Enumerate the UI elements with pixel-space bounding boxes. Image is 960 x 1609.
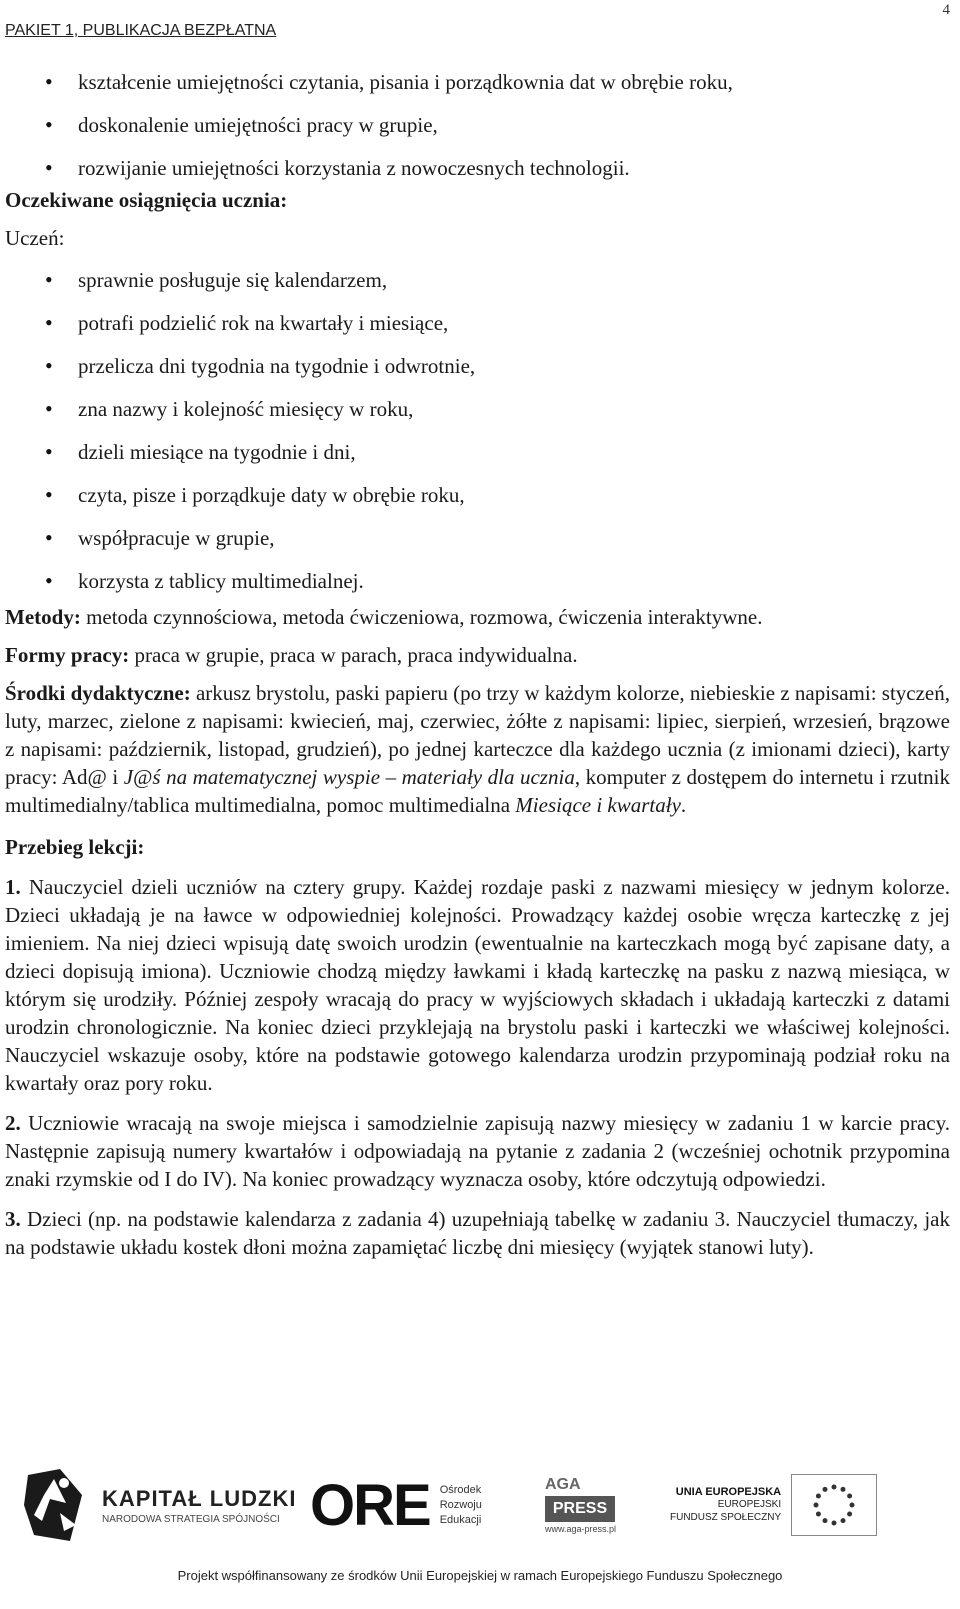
ue-title: UNIA EUROPEJSKA	[675, 1486, 782, 1498]
methods-text: metoda czynnościowa, metoda ćwiczeniowa, rozmowa, ćwiczenia interaktywne.	[80, 605, 763, 629]
aga-press-logo	[545, 1460, 616, 1550]
step-text: Dzieci (np. na podstawie kalendarza z zadania 4) uzupełniają tabelkę w zadaniu 3. Nauczyciel tłumaczy, jak na podstawie układu kostek dłoni można zapamiętać liczbę dni miesięcy (wyjątek stanowi luty).	[5, 1207, 950, 1259]
kapital-ludzki-logo	[20, 1460, 296, 1550]
ue-line: FUNDUSZ SPOŁECZNY	[670, 1512, 782, 1523]
list-item: • przelicza dni tygodnia na tygodnie i odwrotnie,	[5, 352, 950, 395]
ore-mark: ORE	[310, 1472, 430, 1538]
goals-list	[5, 68, 950, 186]
aids-text: .	[680, 793, 687, 817]
header-title: PAKIET 1, PUBLIKACJA BEZPŁATNA	[5, 22, 277, 39]
list-item: • zna nazwy i kolejność miesięcy w roku,	[5, 395, 950, 438]
eu-logo	[670, 1460, 877, 1550]
list-item: • dzieli miesiące na tygodnie i dni,	[5, 438, 950, 481]
outcomes-intro: Uczeń:	[5, 226, 65, 250]
methods-paragraph	[5, 603, 950, 641]
aga-press-box: PRESS	[545, 1496, 615, 1522]
step-number: 2.	[5, 1111, 21, 1135]
list-item: • czyta, pisze i porządkuje daty w obrębie roku,	[5, 481, 950, 524]
footer	[0, 1450, 960, 1609]
list-item: • korzysta z tablicy multimedialnej.	[5, 567, 950, 603]
kapital-title: KAPITAŁ LUDZKI	[102, 1485, 297, 1511]
aids-paragraph	[5, 679, 950, 819]
list-item: • rozwijanie umiejętności korzystania z nowoczesnych technologii.	[5, 154, 950, 186]
aga-url: www.aga-press.pl	[545, 1524, 617, 1534]
page-header	[5, 2, 950, 46]
list-item: • współpracuje w grupie,	[5, 524, 950, 567]
step-text: Nauczyciel dzieli uczniów na cztery grupy. Każdej rozdaje paski z nazwami miesięcy w jednym kolorze. Dzieci układają je na ławce w odpowiedniej kolejności. Prowadzący każdej osobie wręcza karteczkę z jej imieniem. Na niej dzieci wpisują datę swoich urodzin (ewentualnie na karteczkach mogą być zapisane daty, a dzieci dopisują imiona). Uczniowie chodzą między ławkami i kładą karteczkę na pasku z nazwą miesiąca, w którym się urodziły. Później zespoły wracają do pracy w wyjściowych składach i układają karteczki z datami urodzin chronologicznie. Na koniec dzieci przyklejają na brystolu paski i karteczki we właściwej kolejności. Nauczyciel wskazuje osoby, które na podstawie gotowego kalendarza urodzin przypominają podział roku na kwartały oraz pory roku.	[5, 875, 950, 1095]
ore-logo	[310, 1460, 482, 1550]
step-number: 1.	[5, 875, 21, 899]
ore-line: Edukacji	[439, 1513, 482, 1526]
procedure-step-3	[5, 1205, 950, 1261]
procedure-step-2	[5, 1109, 950, 1193]
ue-line: EUROPEJSKI	[717, 1499, 782, 1510]
aids-italic-resource: Miesiące i kwartały	[515, 793, 681, 817]
kapital-ludzki-icon	[20, 1465, 90, 1545]
cofinancing-note: Projekt współfinansowany ze środków Unii Europejskiej w ramach Europejskiego Funduszu Społecznego	[177, 1568, 783, 1583]
forms-text: praca w grupie, praca w parach, praca indywidualna.	[129, 643, 578, 667]
forms-label: Formy pracy:	[5, 643, 130, 667]
list-item: • sprawnie posługuje się kalendarzem,	[5, 266, 950, 309]
eu-flag-icon	[791, 1474, 877, 1536]
step-text: Uczniowie wracają na swoje miejsca i samodzielnie zapisują nazwy miesięcy w zadaniu 1 w karcie pracy. Następnie zapisują numery kwartałów i odpowiadają na pytanie z zadania 2 (wcześniej ochotnik przypomina znaki rzymskie od I do IV). Na koniec prowadzący wyznacza osoby, które odczytują odpowiedzi.	[5, 1111, 950, 1191]
procedure-heading: Przebieg lekcji:	[5, 835, 145, 859]
ore-line: Rozwoju	[439, 1498, 482, 1511]
forms-paragraph	[5, 641, 950, 679]
document-body	[5, 68, 950, 1261]
list-item: • potrafi podzielić rok na kwartały i miesiące,	[5, 309, 950, 352]
list-item: • kształcenie umiejętności czytania, pisania i porządkownia dat w obrębie roku,	[5, 68, 950, 111]
methods-label: Metody:	[5, 605, 81, 629]
aga-top: AGA	[545, 1476, 581, 1493]
page-number: 4	[942, 2, 950, 18]
step-number: 3.	[5, 1207, 21, 1231]
aids-italic-title: J@ś na matematycznej wyspie – materiały dla ucznia	[123, 765, 575, 789]
aids-text: arkusz brystolu, paski papieru (po trzy w każdym kolorze, niebieskie z napisami: styczeń, luty, marzec, zielone z napisami: kwiecień, maj, czerwiec, żółte z napisami: lipiec, sierpień, wrzesień, brązowe z napisami: październik, listopad, grudzień), po jednej karteczce dla każdego ucznia (z imionami dzieci), karty pracy: Ad@ i	[5, 681, 951, 789]
procedure-step-1	[5, 873, 950, 1097]
sponsor-logos	[20, 1450, 940, 1560]
outcomes-heading: Oczekiwane osiągnięcia ucznia:	[5, 188, 288, 212]
ore-line: Ośrodek	[439, 1483, 482, 1496]
aids-label: Środki dydaktyczne:	[5, 681, 191, 705]
outcomes-list	[5, 266, 950, 603]
list-item: • doskonalenie umiejętności pracy w grupie,	[5, 111, 950, 154]
aids-text: , komputer z dostępem do internetu i rzutnik multimedialny/tablica multimedialna, pomoc multimedialna	[5, 765, 951, 817]
kapital-subtitle: NARODOWA STRATEGIA SPÓJNOŚCI	[102, 1513, 280, 1525]
